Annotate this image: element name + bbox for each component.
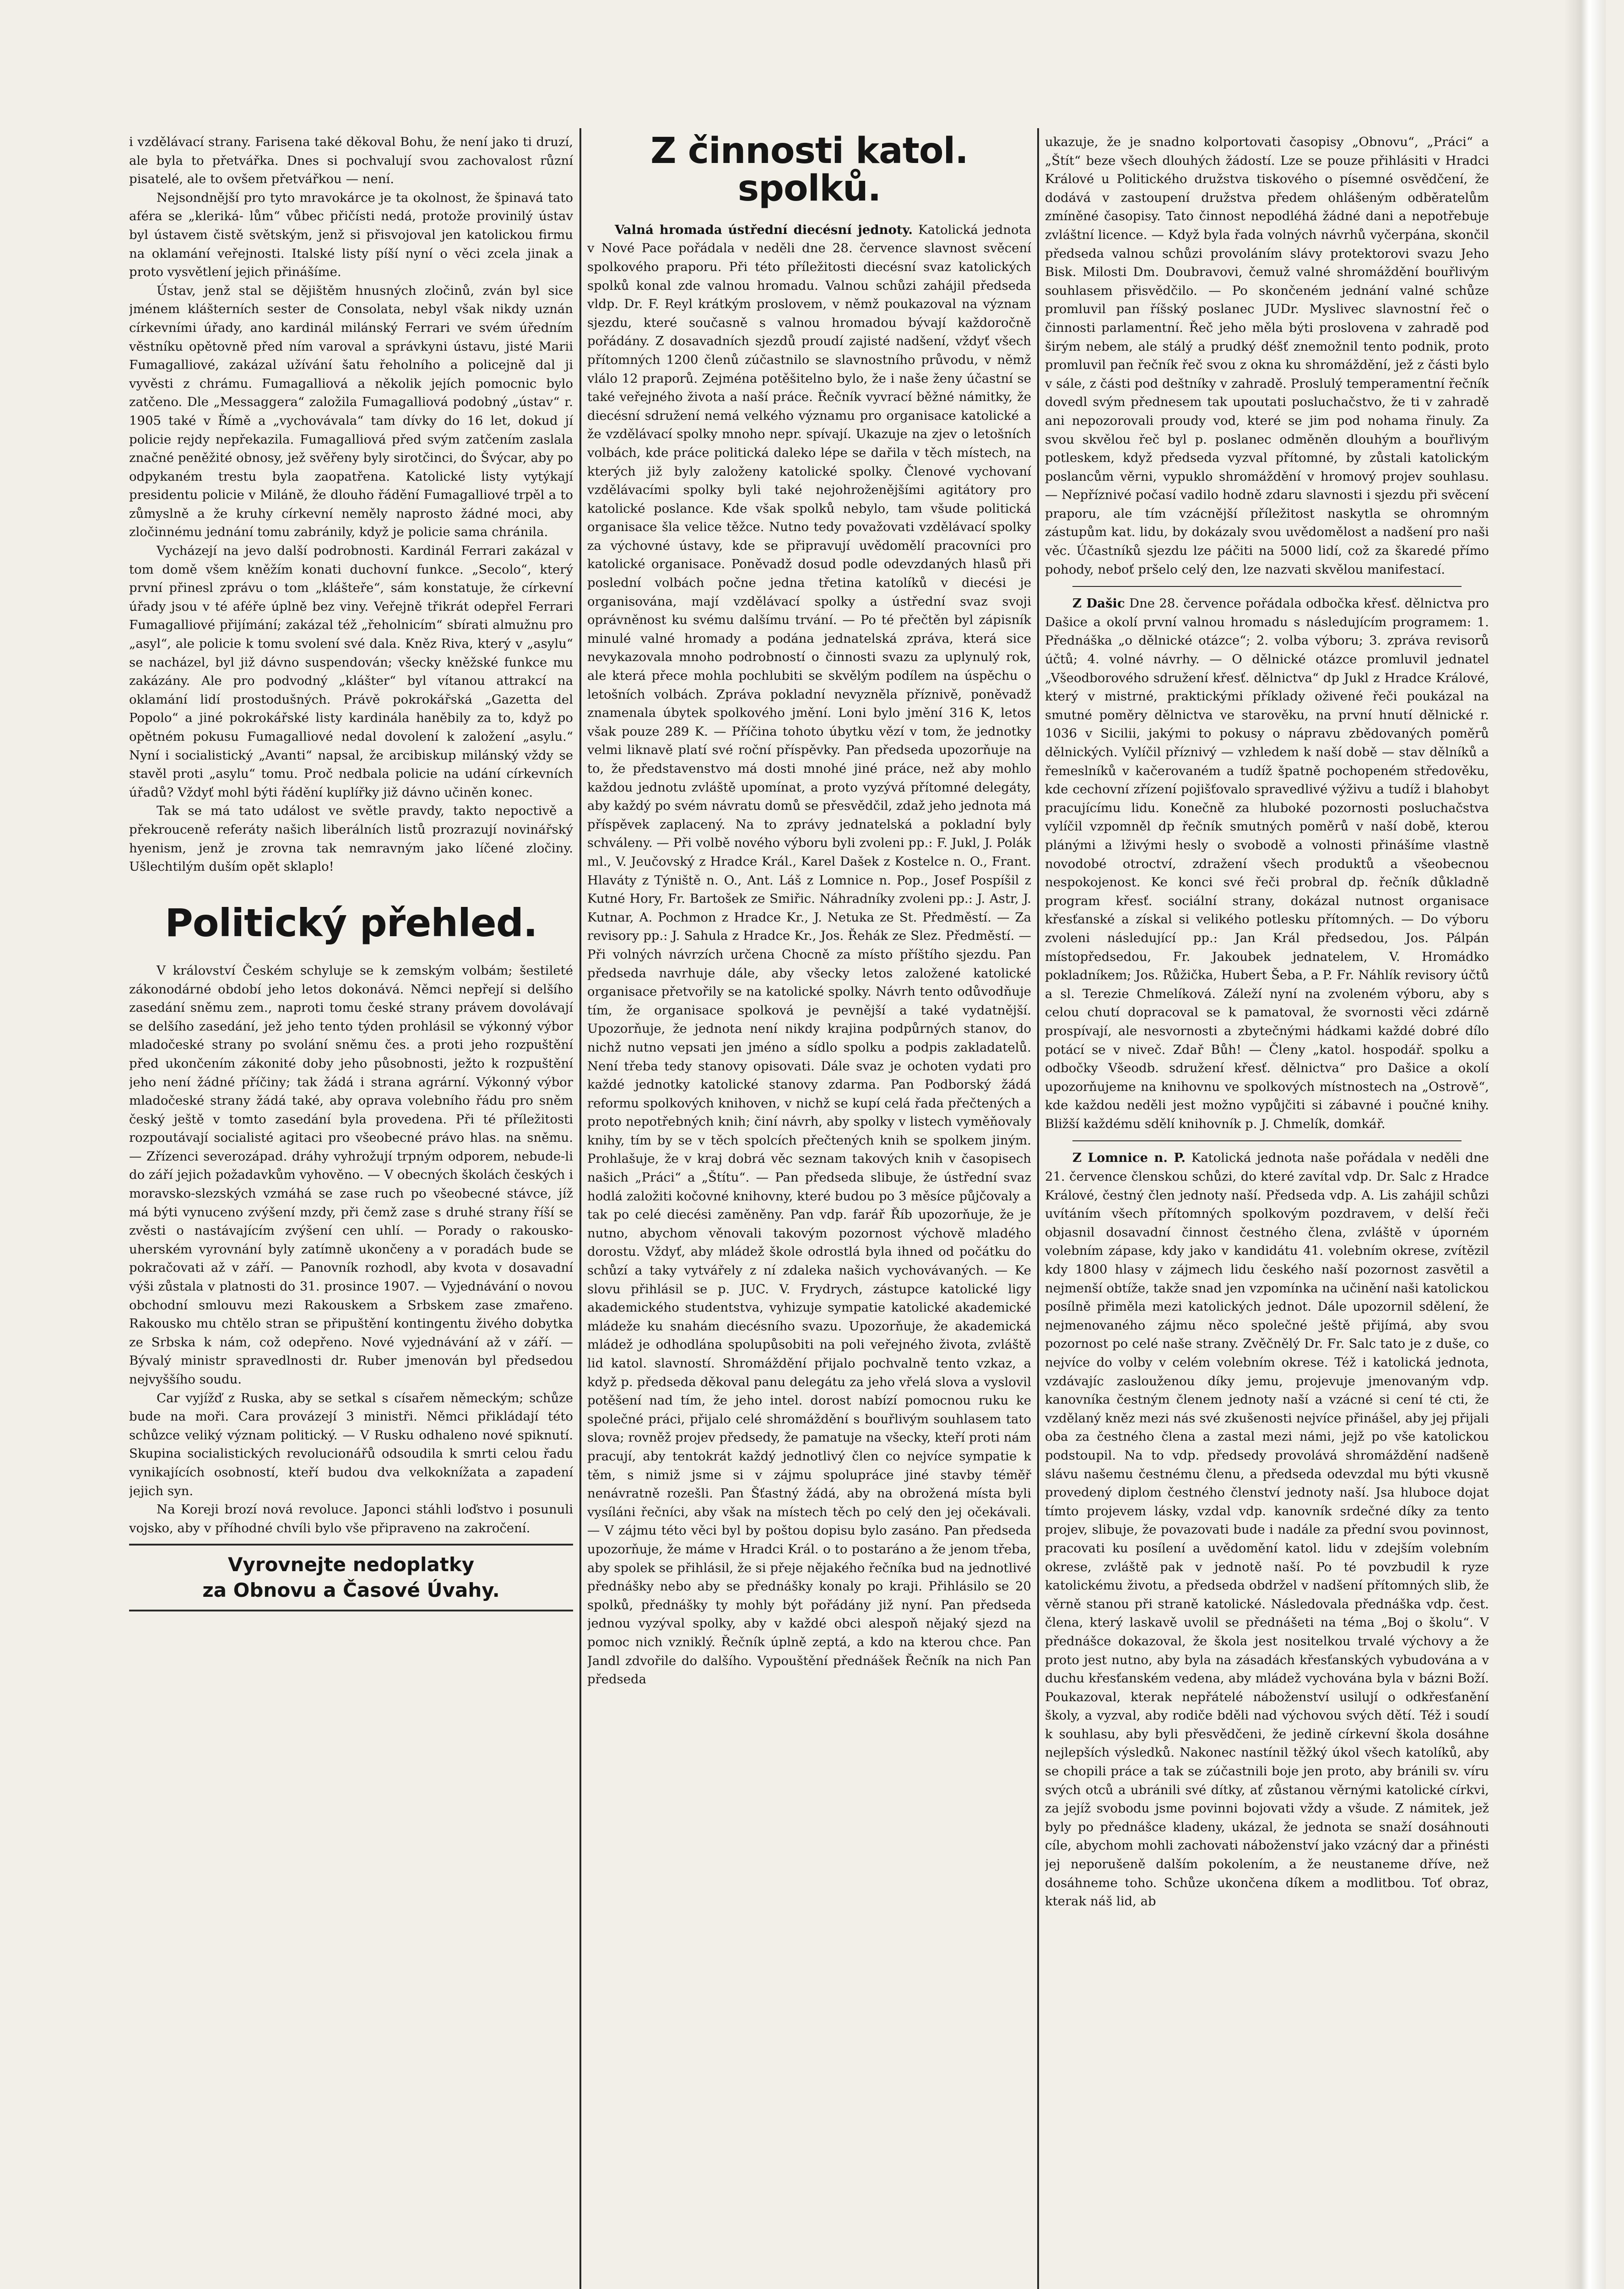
divider <box>129 1544 573 1546</box>
paragraph: Car vyjížď z Ruska, aby se setkal s císařem německým; schůze bude na moři. Cara provázejí 3 ministři. Němci přikládají této schůzce veliký význam politický. — V Rusku odhaleno nové spiknutí. Skupina socialistických revolucionářů odsoudila k smrti celou řadu vynikajících osobností, kteří budou dva velkoknížata a zapadení jejich syn. <box>129 1390 573 1498</box>
page-edge-shadow <box>1564 0 1606 2289</box>
column-2 <box>587 0 1031 2289</box>
article-valna-hromada <box>587 221 1031 1689</box>
article-body: Katolická jednota v Nové Pace pořádala v neděli dne 28. července slavnost svěcení spolkového praporu. Při této příležitosti diecésní svaz katolických spolků konal zde valnou hromadu. Valnou schůzi zahájil předseda vldp. Dr. F. Reyl krátkým proslovem, v němž poukazoval na význam sjezdu, které současně s valnou hromadou bývají každoročně pořádány. Z dosavadních sjezdů proudí zajisté nadšení, vždyť všech přítomných 1200 členů zúčastnilo se slavnostního průvodu, v němž vlálo 12 praporů. Zejména potěšitelno bylo, že i naše ženy účastní se také veřejného života a naší práce. Řečník vyvrací běžné námitky, že diecésní sdružení nemá velkého významu pro organisace katolické a že vzdělávací spolky mnoho nepr. spívají. Ukazuje na zjev o letošních volbách, kde práce politická daleko lépe se dařila v těch místech, na kterých již byly založeny katolické spolky. Členové vychovaní vzdělávacími spolky byli také nejohroženějšími agitátory pro katolické poslance. Kde však spolků nebylo, tam všude politická organisace šla velice těžce. Nutno tedy považovati vzdělávací spolky za výchovné ústavy, kde se připravují uvědomělí pracovníci pro katolické organisace. Poněvadž dosud podle odevzdaných hlasů při poslední volbách počne jedna třetina katolíků v diecési je organisována, mají vzdělávací spolky a ústřední svaz svoji oprávněnost ku svému dalšímu trvání. — Po té přečtěn byl zápisník minulé valné hromady a podána jednatelská zpráva, která sice nevykazovala mnoho podrobností o činnosti svazu za uplynulý rok, ale která přece mohla pochlubiti se skvělým podílem na úspěchu o letošních volbách. Zpráva pokladní nevyzněla příznivě, poněvadž znamenala úbytek spolkového jmění. Loni bylo jmění 316 K, letos však pouze 289 K. — Příčina tohoto úbytku vězí v tom, že jednotky velmi liknavě platí své roční příspěvky. Pan předseda upozorňuje na to, že představenstvo má dosti mnohé jiné práce, než aby mohlo každou jednotu zvláště upomínat, a proto vyzývá přítomné delegáty, aby každý po svém návratu domů se přesvědčil, zdaž jeho jednota má příspěvek zaplacený. Na to zprávy jednatelská a pokladní byly schváleny. — Při volbě nového výboru byli zvoleni pp.: F. Jukl, J. Polák ml., V. Jeučovský z Hradce Král., Karel Dašek z Kostelce n. O., Frant. Hlaváty z Týniště n. O., Ant. Láš z Lomnice n. Pop., Josef Pospíšil z Kutné Hory, Fr. Bartošek ze Smiřic. Náhradníky zvoleni pp.: J. Astr, J. Kutnar, A. Pochmon z Hradce Kr., J. Netuka ze St. Předměstí. — Za revisory pp.: J. Sahula z Hradce Kr., Jos. Řehák ze Slez. Předměstí. — Při volných návrzích určena Chocně za místo příštího sjezdu. Pan předseda navrhuje dále, aby všecky letos založené katolické organisace přetvořily se na katolické spolky. Návrh tento odůvodňuje tím, že organisace spolková je pevnější a také vydatnější. Upozorňuje, že jednota není nikdy krajina podpůrných stanov, do nichž nutno vepsati jen jméno a sídlo spolku a podpis zakladatelů. Není třeba tedy stanovy opisovati. Dále svaz je ochoten vydati pro každé jednotky katolické stanovy zdarma. Pan Podborský žádá reformu spolkových knihoven, v nichž se kupí celá řada přečtených a proto nepotřebných knih; činí návrh, aby spolky v listech vyměňovaly knihy, tím by se v těch spolcích přečtených knih se spolkem jiným. Prohlašuje, že v kraj dobrá věc seznam takových knih v časopisech našich „Práci“ a „Štítu“. — Pan předseda slibuje, že ústřední svaz hodlá založiti kočovné knihovny, které budou po 3 měsíce půjčovaly a tak po celé diecési zaměněny. Pan vdp. farář Říb upozorňuje, že je nutno, abychom věnovali takovým pozornost výchově mladého dorostu. Vždyť, aby mládež škole odrostlá byla ihned od počátku do schůzí a taky vytvářely z ní zdaleka našich vychovávaných. — Ke slovu přihlásil se p. JUC. V. Frydrych, zástupce katolické ligy akademického studentstva, vyhizuje sympatie katolické akademické mládeže ku snahám diecésního svazu. Upozorňuje, že akademická mládež je odhodlána spolupůsobiti na poli veřejného života, zvláště lid katol. slavností. Shromáždění přijalo pochvalně tento vzkaz, a když p. předseda děkoval panu delegátu za jeho vřelá slova a vyslovil potěšení nad tím, že jeho intel. dorost nabízí pomocnou ruku ke společné práci, přijalo celé shromáždění s bouřlivým souhlasem tato slova; rovněž projev předsedy, že pamatuje na všecky, kteří proti nám pracují, aby tentokrát každý jednotlivý člen co nejvíce sympatie k těm, s nimiž jsme si v zájmu spolupráce jiné stavby téměř nenávratně rozešli. Pan Šťastný žádá, aby na obrožená místa byli vysíláni řečníci, aby však na místech těch po celý den jej očekávali. — V zájmu této věci byl by poštou dopisu bylo zasáno. Pan předseda upozorňuje, že máme v Hradci Král. o to postaráno a že jenom třeba, aby spolek se přihlásil, že si přeje nějakého řečníka bud na jednotlivé přednášky nebo aby se přednášky konaly po kraji. Přihlásilo se 20 spolků, přednášky ty mohly být pořádány již nyní. Pan předseda jednou vyzýval spolky, aby v každé obci alespoň nějaký sjezd na pomoc nich vzniklý. Řečník úplně zeptá, a kdo na kterou chce. Pan Jandl zdvořile do dalšího. Vypouštění přednášek Řečník na nich Pan předseda <box>587 222 1031 1687</box>
paragraph: Ústav, jenž stal se dějištěm hnusných zločinů, zván byl sice jménem klášterních sester de Consolata, nebyl však nikdy uznán církevními úřady, ano kardinál milánský Ferrari ve svém úředním věstníku opětovně před ním varoval a správkyni ústavu, jisté Marii Fumagalliové, zakázal užívání šatu řeholního a policejně dal ji vyvěsti z chrámu. Fumagalliová a několik jejích pomocnic bylo zatčeno. Dle „Messaggera“ založila Fumagalliová podobný „ústav“ r. 1905 také v Římě a „vychovávala“ tam dívky do 16 let, dokud jí policie rejdy nepřekazila. Fumagalliová před svým zatčením zaslala značné peněžité obnosy, jež svěřeny byly sirotčinci, do Švýcar, aby po odpykaném trestu byla zaopatřena. Katolické listy vytýkají presidentu policie v Miláně, že dlouho řádění Fumagalliové trpěl a to zůmyslně a že kruhy církevní neměly naprosto žádné moci, aby zločinnému jednání tomu zabránily, když je policie sama chránila. <box>129 283 573 540</box>
article-body: Dne 28. července pořádala odbočka křesť. dělnictva pro Dašice a okolí první valnou hromadu s následujícím programem: 1. Přednáška „o dělnické otázce“; 2. volba výboru; 3. zpráva revisorů účtů; 4. volné návrhy. — O dělnické otázce promluvil jednatel „Všeodborového sdružení křesť. dělnictva“ dp Jukl z Hradce Králové, který v mistrné, praktickými příklady oživené řeči poukázal na smutné poměry dělnictva ve starověku, na první hnutí dělnické r. 1036 v Sicilii, jakými to pokusy o nápravu zbědovaných poměrů dělnických. Vylíčil příznivý — vzhledem k naší době — stav dělníků a řemeslníků v kačerovaném a tudíž špatně pochopeném středověku, kde cechovní zřízení pojišťovalo spravedlivé výživu a tudíž i blahobyt pracujícímu lidu. Konečně za hluboké pozornosti posluchačstva vylíčil vzpomněl dp řečník smutných poměrů v naší době, kterou plánými a lživými hesly o svobodě a volnosti přinášíme vlastně novodobé otroctví, zdražení všech produktů a všeobecnou nespokojenost. Ke konci své řeči probral dp. řečník důkladně program křesť. sociální strany, dokázal nutnost organisace křesťanské a získal si velikého potlesku přítomných. — Do výboru zvoleni následující pp.: Jan Král předsedou, Jos. Pálpán místopředsedou, Fr. Jakoubek jednatelem, V. Hromádko pokladníkem; Jos. Růžička, Hubert Šeba, a P. Fr. Náhlík revisory účtů a sl. Terezie Chmelíková. Záleží nyní na zvoleném výboru, aby s celou chutí dopracoval se k pamatoval, že svornosti věci zdárně prospívají, ale nesvornosti a zbytečnými hádkami každé dobré dílo potácí se v niveč. Zdař Bůh! — Členy „katol. hospodář. spolku a odbočky Všeodb. sdružení křesť. dělnictva“ pro Dašice a okolí upozorňujeme na knihovnu ve spolkových místnostech na „Ostrově“, kde každou neděli jest možno vypůjčiti si zábavné i poučné knihy. Bližší každému sdělí knihovník p. J. Chmelík, domkář. <box>1045 596 1489 1131</box>
paragraph: ukazuje, že je snadno kolportovati časopisy „Obnovu“, „Práci“ a „Štít“ beze všech dlouhých žádostí. Lze se pouze přihlásiti v Hradci Králové u Politického družstva tiskového o písemné osvědčení, že dodává v zastoupení družstva předem ohlášeným odběratelům zmíněné časopisy. Tato činnost nepodléhá žádné dani a nepotřebuje zvláštní licence. — Když byla řada volných návrhů vyčerpána, skončil předseda valnou schůzi provoláním slávy protektorovi svazu Jeho Bisk. Milosti Dm. Doubravovi, čemuž valné shromáždění bouřlivým souhlasem přisvědčilo. — Po skončeném jednání valné schůze promluvil pan říšský poslanec JUDr. Myslivec slavnostní řeč o činnosti parlamentní. Řeč jeho měla býti proslovena v zahradě pod širým nebem, ale stálý a prudký déšť znemožnil tento podnik, proto promluvil pan řečník řeč svou z okna ku shromáždění, jež z části bylo v sále, z části pod deštníky v zahradě. Proslulý temperamentní řečník dovedl svým přednesem tak upoutati posluchačstvo, že ti v zahradě ani nepozorovali proudy vod, které se jim pod nohama řinuly. Za svou skvělou řeč byl p. poslanec odměněn dlouhým a bouřlivým potleskem, když předseda vyzval přítomné, by zůstali katolickým poslancům věrni, vypuklo shromáždění v hromový projev souhlasu. — Nepříznivé počasí vadilo hodně zdaru slavnosti i sjezdu při svěcení praporu, ale tím vzácnější příležitost naskytla se ohromným zástupům kat. lidu, by dokázaly svou uvědomělost a nadšení pro naši věc. Účastníků sjezdu lze páčiti na 5000 lidí, což za škaredé přímo pohody, neboť pršelo celý den, lze nazvati skvělou manifestací. <box>1045 135 1489 577</box>
subscription-notice <box>129 1552 573 1603</box>
column-rule-right <box>1037 128 1039 2289</box>
paragraph: Vycházejí na jevo další podrobnosti. Kardinál Ferrari zakázal v tom domě všem kněžím konati duchovní funkce. „Secolo“, který první přinesl zprávu o tom „klášteře“, sám konstatuje, že církevní úřady jsou v té aféře úplně bez viny. Veřejně třikrát odepřel Ferrari Fumagalliové přijímání; zakázal též „řeholnicím“ sbírati almužnu pro „asyl“, ale policie k tomu svolení své dala. Kněz Riva, který v „asylu“ se nacházel, byl již dávno suspendován; všecky kněžské funkce mu zakázány. Ale pro podvodný „klášter“ byl vítanou attrakcí na oklamání lidí prostodušných. Právě pokrokářská „Gazetta del Popolo“ a jiné pokrokářské listy kardinála haněbily za to, když po opětném pokusu Fumagalliové nedal dovolení k založení „asylu.“ Nyní i socialistický „Avanti“ napsal, že arcibiskup milánský vždy se stavěl proti „asylu“ tomu. Proč nedbala policie na udání církevních úřadů? Vždyť mohl býti řádění kuplířky již dávno učiněn konec. <box>129 543 573 800</box>
paragraph: i vzdělávací strany. Farisena také děkoval Bohu, že není jako ti druzí, ale byla to přetvářka. Dnes si pochvalují svou zachovalost různí pisatelé, ale to ovšem přetvářkou — není. <box>129 135 573 187</box>
notice-line-1: Vyrovnejte nedoplatky <box>227 1553 475 1576</box>
paragraph: Tak se má tato událost ve světle pravdy, takto nepoctivě a překrouceně referáty našich liberálních listů prozrazují novinářský hyenism, jenž je zrovna tak nemravným jako líčené zločiny. Ušlechtilým duším opět sklaplo! <box>129 803 573 874</box>
article-lead: Z Lomnice n. P. <box>1072 1150 1186 1166</box>
divider <box>1072 1140 1462 1141</box>
paragraph: Na Koreji brozí nová revoluce. Japonci stáhli loďstvo i posunuli vojsko, aby v příhodné chvíli bylo vše připraveno na zakročení. <box>129 1502 573 1535</box>
article-body: Katolická jednota naše pořádala v neděli dne 21. července členskou schůzi, do které zavítal vdp. Dr. Salc z Hradce Králové, čestný člen jednoty naší. Předseda vdp. A. Lis zahájil schůzi uvítáním všech přítomných spolkovým pozdravem, v delší řeči objasnil dosavadní činnost čestného člena, zvláště v úporném volebním zápase, kdy jako v kandidátu 41. volebním okrese, zvítězil kdy 1800 hlasy v zájmech lidu českého naší pozornost zasvětil a nejmenší obtíže, takže snad jen vzpomínka na učinění naši katolickou posílně přiměla mezi katolických jednot. Dále upozornil sdělení, že nejmenovaného zájmu něco společné ještě přijímá, aby svou pozornost po celé naše strany. Zvěčnělý Dr. Fr. Salc tato je z duše, co nejvíce do volby v celém volebním okrese. Též i katolická jednota, vzdávajíc zaslouženou díky jemu, projevuje jmenovaným vdp. kanovníka čestným členem jednoty naší a vzácné si cení té cti, že vzdělaný kněz mezi nás své zkušenosti nejvíce přinášel, aby jej přijali oba za čestného člena a zastal mezi námi, jejž po vše katolickou podstoupil. Na to vdp. předsedy provolává shromáždění nadšeně slávu našemu čestnému členu, a předseda odevzdal mu býti vkusně provedený diplom čestného členství jednoty naší. Jsa hluboce dojat tímto projevem lásky, vzdal vdp. kanovník srdečné díky za tento projev, slibuje, že povazovati bude i nadále za přední svou povinnost, pracovati ku posílení a uvědomění katol. lidu v zdejším volebním okrese, zvláště pak v jednotě naší. Po té povzbudil k ryze katolickému životu, a předseda obdržel v nadšení přítomných slib, že věrně stanou při straně katolické. Následovala přednáška vdp. čest. člena, který laskavě uvolil se přednášeti na téma „Boj o školu“. V přednášce dokazoval, že škola jest nositelkou trvalé výchovy a že proto jest nutno, aby byla na zásadách křesťanských vybudována a v duchu křesťanském vedena, aby mládež vychována byla v bázni Boží. Poukazoval, kterak nepřátelé náboženství usilují o odkřesťanění školy, a vyzval, aby rodiče bděli nad výchovou svých dětí. Též i soudí k souhlasu, aby byli přesvědčeni, že jedině církevní škola dosáhne nejlepších výsledků. Nakonec nastínil těžký úkol všech katolíků, aby se chopili práce a tak se zúčastnili boje jen proto, aby bránili sv. víru svých otců a ubránili své dítky, ať zůstanou věrnými katolické církvi, za jejíž svobodu jsme povinni bojovati vždy a všude. Z námitek, jež byly po přednášce kladeny, ukázal, že jednota se snaží dosáhnouti cíle, abychom mohli zachovati náboženství jako vzácný dar a přinésti jej neporušeně dalším pokolením, a že neustaneme dříve, než dosáhneme toho. Schůze ukončena díkem a modlitbou. Toť obraz, kterak náš lid, ab <box>1045 1150 1489 1909</box>
article-z-lomnice <box>1045 1149 1489 1910</box>
article-lead: Valná hromada ústřední diecésní jednoty. <box>615 222 913 237</box>
section-heading-politicky-prehled: Politický přehled. <box>165 900 537 945</box>
paragraph: V království Českém schyluje se k zemským volbám; šestileté zákonodárné období jeho letos dokonává. Němci nepřejí si delšího zasedání sněmu zem., naproti tomu české strany právem dovolávají se delšího zasedání, jež jeho tento týden prohlásil se výkonný výbor mladočeské strany po svolání sněmu čes. a proti jeho rozpuštění před ukončením zákonité doby jeho působnosti, ježto k rozpuštění jeho není žádné příčiny; tak žádá i strana agrární. Výkonný výbor mladočeské strany žádá také, aby oprava volebního řádu pro sněm český ještě v tomto zasedání byla provedena. Při té příležitosti rozpoutávají socialisté agitaci pro všeobecné právo hlas. na sněmu. — Zřízenci severozápad. dráhy vyhrožují trpným odporem, nebude-li do září jejich požadavkům vyhověno. — V obecných školách českých i moravsko-slezských vzmáhá se zase ruch po všeobecné stávce, jíž má býti vynuceno zvýšení mzdy, při čemž zase s druhé strany říší se zvěsti o nastávajícím zvýšení cen uhlí. — Porady o rakousko-uherském vyrovnání byly zatímně ukončeny a v poradách bude se pokračovati až v září. — Panovník rozhodl, aby kvota v dosavadní výši zůstala v platnosti do 31. prosince 1907. — Vyjednávání o novou obchodní smlouvu mezi Rakouskem a Srbskem zase zmařeno. Rakousko mu chtělo stran se připuštění kontingentu živého dobytka ze Srbska k nám, což odepřeno. Nové vyjednávání až v září. — Bývalý ministr spravedlnosti dr. Ruber jmenován byl předsedou nejvyššího soudu. <box>129 963 573 1387</box>
article-lead: Z Dašic <box>1072 596 1125 611</box>
section-heading-z-cinnosti: Z činnosti katol. spolků. <box>650 130 968 209</box>
divider <box>1072 586 1462 587</box>
paragraph: Nejsondnější pro tyto mravokárce je ta okolnost, že špinavá tato aféra se „kleriká- lům“ vůbec přičísti nedá, protože provinilý ústav byl ústavem čistě světským, jenž si přisvojoval jen katolickou firmu na oklamání veřejnosti. Italské listy píší nyní o věci zcela jinak a proto vysvětlení jejich přinášíme. <box>129 190 573 280</box>
column-3 <box>1045 0 1489 2289</box>
divider <box>129 1610 573 1611</box>
notice-line-2: za Obnovu a Časové Úvahy. <box>202 1579 500 1602</box>
column-rule-left <box>579 128 581 2289</box>
column-1 <box>129 0 573 2289</box>
article-z-dasic <box>1045 594 1489 1133</box>
